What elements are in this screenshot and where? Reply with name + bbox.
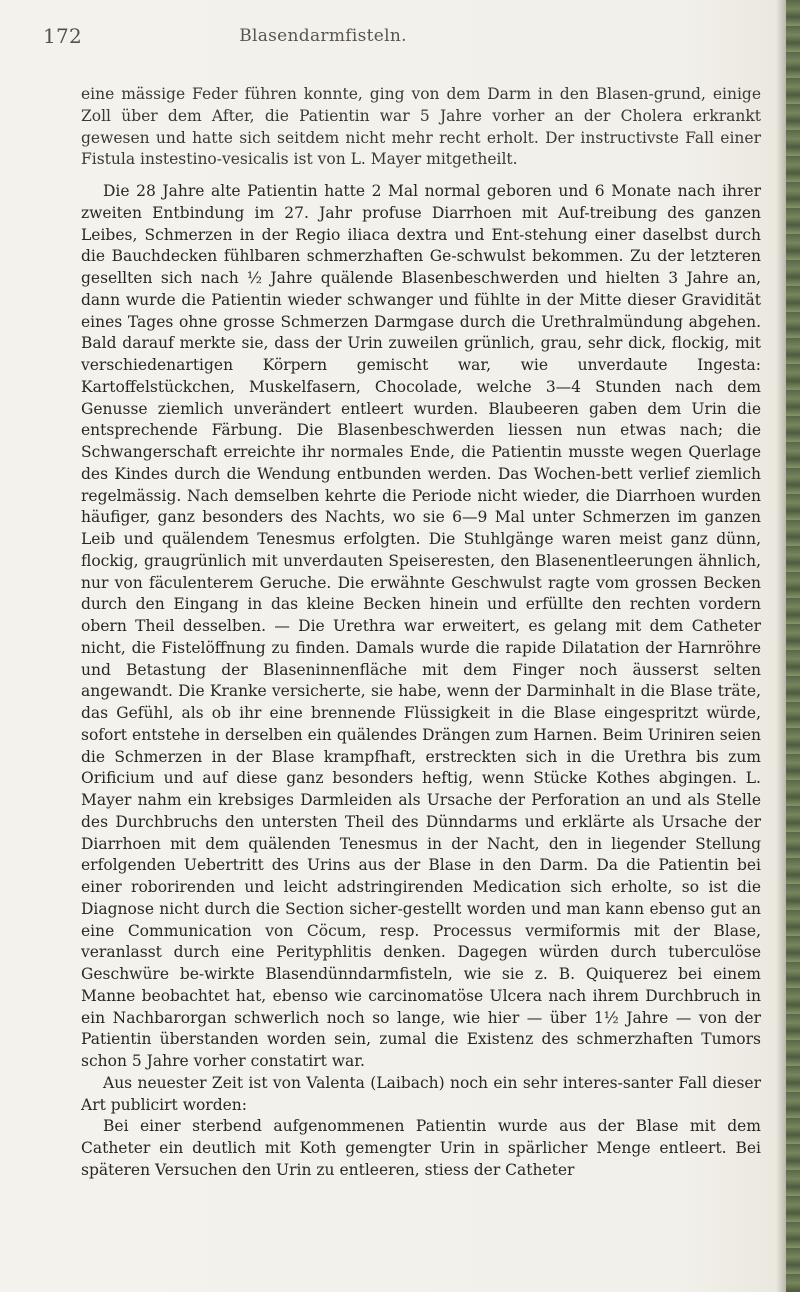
page-edge-strip	[786, 0, 800, 1292]
page-header	[43, 24, 743, 54]
paragraph-case-report: Die 28 Jahre alte Patientin hatte 2 Mal normal geboren und 6 Monate nach ihrer zweiten Entbindung im 27. Jahr profuse Diarrhoen mit Auf-treibung des ganzen Leibes, Schmerzen in der Regio iliaca dextra und Ent-stehung einer daselbst durch die Bauchdecken fühlbaren schmerzhaften Ge-schwulst bekommen. Zu der letzteren gesellten sich nach ½ Jahre quälende Blasenbeschwerden und hielten 3 Jahre an, dann wurde die Patientin wieder schwanger und fühlte in der Mitte dieser Gravidität eines Tages ohne grosse Schmerzen Darmgase durch die Urethralmündung abgehen. Bald darauf merkte sie, dass der Urin zuweilen grünlich, grau, sehr dick, flockig, mit verschiedenartigen Körpern gemischt war, wie unverdaute Ingesta: Kartoffelstückchen, Muskelfasern, Chocolade, welche 3—4 Stunden nach dem Genusse ziemlich unverändert entleert wurden. Blaubeeren gaben dem Urin die entsprechende Färbung. Die Blasenbeschwerden liessen nun etwas nach; die Schwangerschaft erreichte ihr normales Ende, die Patientin musste wegen Querlage des Kindes durch die Wendung entbunden werden. Das Wochen-bett verlief ziemlich regelmässig. Nach demselben kehrte die Periode nicht wieder, die Diarrhoen wurden häufiger, ganz besonders des Nachts, wo sie 6—9 Mal unter Schmerzen im ganzen Leib und quälendem Tenesmus erfolgten. Die Stuhlgänge waren meist ganz dünn, flockig, graugrünlich mit unverdauten Speiseresten, den Blasenentleerungen ähnlich, nur von fäculenterem Geruche. Die erwähnte Geschwulst ragte vom grossen Becken durch den Eingang in das kleine Becken hinein und erfüllte den rechten vordern obern Theil desselben. — Die Urethra war erweitert, es gelang mit dem Catheter nicht, die Fistelöffnung zu finden. Damals wurde die rapide Dilatation der Harnröhre und Betastung der Blaseninnenfläche mit dem Finger noch äusserst selten angewandt. Die Kranke versicherte, sie habe, wenn der Darminhalt in die Blase träte, das Gefühl, als ob ihr eine brennende Flüssigkeit in die Blase eingespritzt würde, sofort entstehe in derselben ein quälendes Drängen zum Harnen. Beim Uriniren seien die Schmerzen in der Blase krampfhaft, erstreckten sich in die Urethra bis zum Orificium und auf diese ganz besonders heftig, wenn Stücke Kothes abgingen. L. Mayer nahm ein krebsiges Darmleiden als Ursache der Perforation an und als Stelle des Durchbruchs den untersten Theil des Dünndarms und erklärte als Ursache der Diarrhoen mit dem quälenden Tenesmus in der Nacht, den in liegender Stellung erfolgenden Uebertritt des Urins aus der Blase in den Darm. Da die Patientin bei einer roborirenden und leicht adstringirenden Medication sich erholte, so ist die Diagnose nicht durch die Section sicher-gestellt worden und man kann ebenso gut an eine Communication von Cöcum, resp. Processus vermiformis mit der Blase, veranlasst durch eine Perityphlitis denken. Dagegen würden durch tuberculöse Geschwüre be-wirkte Blasendünndarmfisteln, wie sie z. B. Quiquerez bei einem Manne beobachtet hat, ebenso wie carcinomatöse Ulcera nach ihrem Durchbruch in ein Nachbarorgan schwerlich noch so lange, wie hier — über 1½ Jahre — von der Patientin überstanden worden sein, zumal die Existenz des schmerzhaften Tumors schon 5 Jahre vorher constatirt war.	[81, 182, 761, 1070]
paragraph-continuation: eine mässige Feder führen konnte, ging von dem Darm in den Blasen-grund, einige Zoll über dem After, die Patientin war 5 Jahre vorher an der Cholera erkrankt gewesen und hatte sich seitdem nicht mehr recht erholt. Der instructivste Fall einer Fistula instestino-vesicalis ist von L. Mayer mitgetheilt.	[81, 85, 761, 169]
binding-shadow	[776, 0, 786, 1292]
paragraph-valenta-case: Bei einer sterbend aufgenommenen Patientin wurde aus der Blase mit dem Catheter ein deutlich mit Koth gemengter Urin in spärlicher Menge entleert. Bei späteren Versuchen den Urin zu entleeren, stiess der Catheter	[81, 1117, 761, 1179]
running-head: Blasendarmfisteln.	[239, 26, 407, 46]
body-text	[81, 84, 761, 1182]
paragraph-valenta-intro: Aus neuester Zeit ist von Valenta (Laibach) noch ein sehr interes-santer Fall dieser Art publicirt worden:	[81, 1073, 761, 1114]
page-number: 172	[43, 24, 83, 48]
paragraph-gap	[81, 171, 761, 181]
